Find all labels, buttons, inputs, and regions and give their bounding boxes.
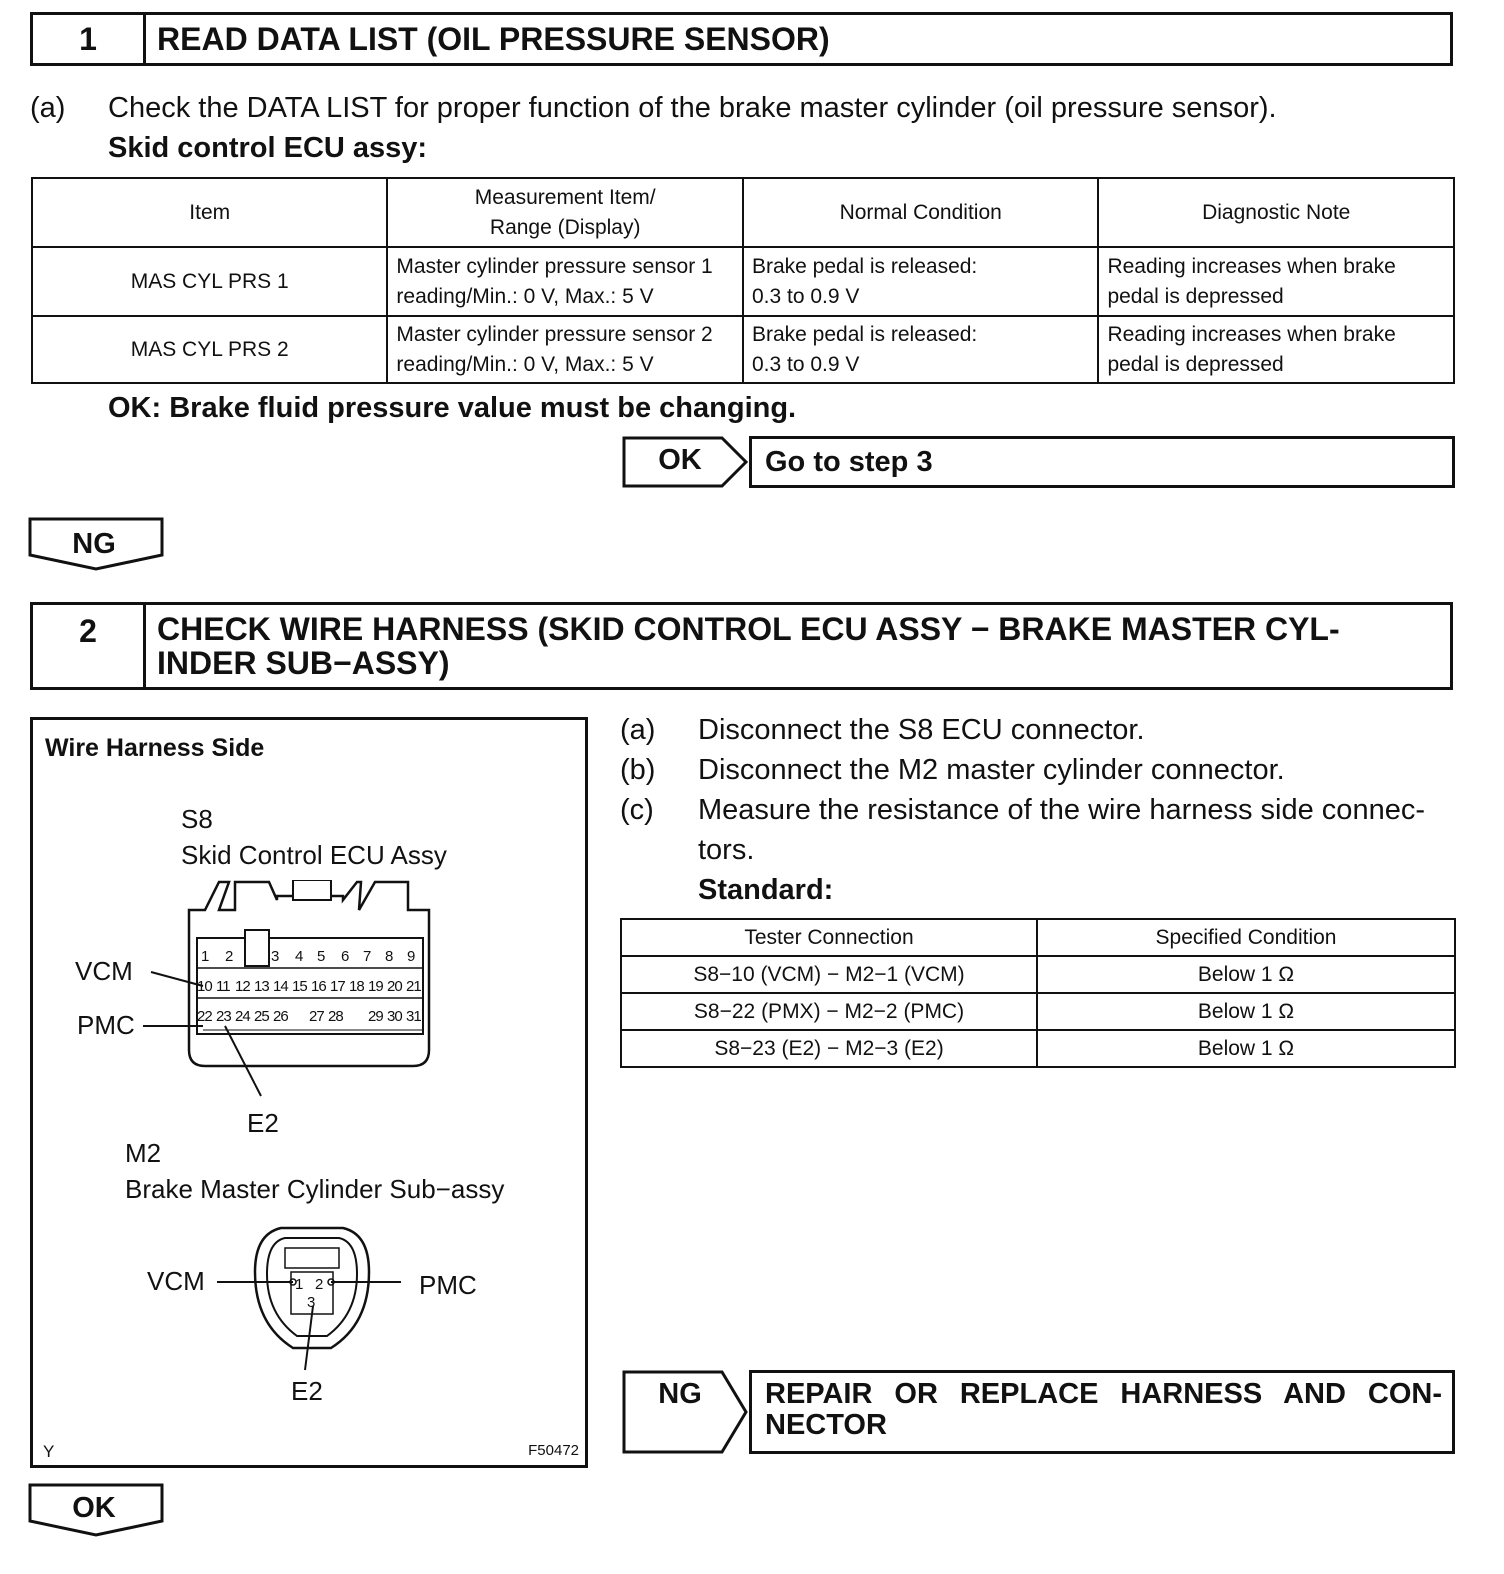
row2-meas-line2: reading/Min.: 0 V, Max.: 5 V (396, 352, 654, 376)
s8-pmc-label: PMC (77, 1010, 135, 1040)
table-row (32, 316, 1454, 383)
s8-name: Skid Control ECU Assy (181, 840, 447, 870)
header-measurement-line2: Range (Display) (489, 215, 641, 239)
instruction-b-text: Disconnect the M2 master cylinder connector. (698, 754, 1285, 786)
step1-ng-label: NG (72, 528, 116, 560)
table-row (621, 993, 1455, 1030)
header-measurement (387, 178, 743, 247)
step2-ng-action-line2: NECTOR (765, 1409, 887, 1441)
diagram-figure-id: F50472 (528, 1442, 579, 1459)
s8-code: S8 (181, 804, 213, 834)
s8-vcm-label: VCM (75, 956, 133, 986)
row2-specified: Below 1 Ω (1037, 993, 1455, 1030)
m2-vcm-label: VCM (147, 1266, 205, 1296)
table-header-row (32, 178, 1454, 247)
step2-title-line2: INDER SUB−ASSY) (157, 645, 450, 681)
row1-specified: Below 1 Ω (1037, 956, 1455, 993)
s8-pin: 17 (330, 978, 345, 995)
m2-connector-icon (251, 1224, 373, 1354)
step2-number: 2 (33, 605, 146, 687)
header-item: Item (32, 178, 387, 247)
row2-cond-line1: Brake pedal is released: (751, 322, 978, 346)
step1-table-heading: Skid control ECU assy: (108, 132, 428, 164)
step1-a-text: Check the DATA LIST for proper function of the brake master cylinder (oil pressure sensor). (108, 92, 1277, 124)
data-list-table (31, 177, 1455, 384)
s8-pin: 7 (363, 948, 372, 965)
s8-pin: 5 (317, 948, 326, 965)
header-measurement-line1: Measurement Item/ (474, 185, 656, 209)
row1-note-line2: pedal is depressed (1107, 284, 1284, 308)
instruction-a-marker: (a) (620, 714, 656, 746)
s8-e2-label: E2 (247, 1108, 279, 1138)
row2-note (1098, 316, 1454, 383)
wire-harness-diagram (30, 717, 588, 1468)
step1-a-marker: (a) (30, 92, 66, 124)
instruction-c-continued: tors. (698, 834, 755, 866)
step2-ok-label: OK (72, 1492, 116, 1524)
step1-ok-action-box[interactable] (749, 436, 1455, 488)
row2-note-line1: Reading increases when brake (1107, 322, 1396, 346)
step2-ng-label: NG (658, 1378, 702, 1410)
s8-pin: 29 (368, 1008, 383, 1025)
s8-pin: 1 (201, 948, 210, 965)
header-tester-connection: Tester Connection (621, 919, 1037, 956)
s8-pin: 22 (197, 1008, 212, 1025)
step2-ng-action-line1: REPAIR OR REPLACE HARNESS AND CON- (765, 1378, 1442, 1410)
standard-label: Standard: (698, 874, 834, 906)
row2-item: MAS CYL PRS 2 (32, 316, 387, 383)
s8-pin: 19 (368, 978, 383, 995)
row1-measurement (387, 247, 743, 316)
s8-pin: 3 (271, 948, 280, 965)
step1-ok-action: Go to step 3 (765, 446, 933, 478)
row1-item: MAS CYL PRS 1 (32, 247, 387, 316)
header-diagnostic-note: Diagnostic Note (1098, 178, 1454, 247)
step2-title (157, 612, 1434, 680)
step1-number: 1 (33, 15, 146, 63)
s8-pin: 9 (407, 948, 416, 965)
s8-pin: 25 (254, 1008, 269, 1025)
row2-note-line2: pedal is depressed (1107, 352, 1284, 376)
m2-pin: 1 (295, 1276, 304, 1293)
m2-code: M2 (125, 1138, 162, 1168)
row1-cond-line1: Brake pedal is released: (751, 254, 978, 278)
s8-pin: 4 (295, 948, 304, 965)
s8-pin: 11 (216, 978, 230, 995)
table-row (32, 247, 1454, 316)
step1-ok-label: OK (658, 444, 702, 476)
step2-header (30, 602, 1453, 690)
row1-condition (743, 247, 1098, 316)
s8-pin: 24 (235, 1008, 250, 1025)
s8-pin: 8 (385, 948, 394, 965)
s8-pin: 13 (254, 978, 269, 995)
m2-pin: 3 (307, 1294, 316, 1311)
row1-note-line1: Reading increases when brake (1107, 254, 1396, 278)
s8-pin: 6 (341, 948, 350, 965)
instruction-a-text: Disconnect the S8 ECU connector. (698, 714, 1145, 746)
row1-connection: S8−10 (VCM) − M2−1 (VCM) (621, 956, 1037, 993)
s8-pin: 21 (406, 978, 421, 995)
s8-pin: 27 (309, 1008, 324, 1025)
s8-pin: 14 (273, 978, 288, 995)
s8-pin: 26 (273, 1008, 288, 1025)
s8-pin: 31 (406, 1008, 421, 1025)
step1-ok-statement: OK: Brake fluid pressure value must be changing. (108, 392, 797, 424)
s8-pin: 23 (216, 1008, 231, 1025)
instruction-c-text: Measure the resistance of the wire harness side connec- (698, 794, 1425, 826)
row2-meas-line1: Master cylinder pressure sensor 2 (396, 322, 713, 346)
step1-title: READ DATA LIST (OIL PRESSURE SENSOR) (157, 21, 830, 57)
m2-e2-label: E2 (291, 1376, 323, 1406)
row3-specified: Below 1 Ω (1037, 1030, 1455, 1067)
s8-pin: 12 (235, 978, 250, 995)
s8-pin: 10 (197, 978, 212, 995)
step1-header (30, 12, 1453, 66)
row2-condition (743, 316, 1098, 383)
m2-pmc-label: PMC (419, 1270, 477, 1300)
row1-meas-line1: Master cylinder pressure sensor 1 (396, 254, 713, 278)
table-row (621, 956, 1455, 993)
m2-pin: 2 (315, 1276, 324, 1293)
step2-title-line1: CHECK WIRE HARNESS (SKID CONTROL ECU ASSY − BRAKE MASTER CYL- (157, 611, 1340, 647)
row2-measurement (387, 316, 743, 383)
row2-cond-line2: 0.3 to 0.9 V (751, 352, 860, 376)
standard-table (620, 918, 1456, 1068)
row1-meas-line2: reading/Min.: 0 V, Max.: 5 V (396, 284, 654, 308)
instruction-c-marker: (c) (620, 794, 654, 826)
diagram-heading: Wire Harness Side (45, 734, 265, 762)
table-row (621, 1030, 1455, 1067)
s8-pin: 15 (292, 978, 307, 995)
step2-ng-action-box[interactable] (749, 1370, 1455, 1454)
diagram-corner-y: Y (43, 1442, 55, 1461)
instruction-b-marker: (b) (620, 754, 656, 786)
header-specified-condition: Specified Condition (1037, 919, 1455, 956)
row1-note (1098, 247, 1454, 316)
s8-pin: 18 (349, 978, 364, 995)
s8-pin: 16 (311, 978, 326, 995)
s8-pin: 30 (387, 1008, 402, 1025)
step2-ng-action (765, 1379, 1442, 1441)
s8-pin: 20 (387, 978, 402, 995)
row2-connection: S8−22 (PMX) − M2−2 (PMC) (621, 993, 1037, 1030)
row1-cond-line2: 0.3 to 0.9 V (751, 284, 860, 308)
table-header-row (621, 919, 1455, 956)
header-normal-condition: Normal Condition (743, 178, 1098, 247)
s8-pin: 28 (328, 1008, 343, 1025)
s8-pin: 2 (225, 948, 234, 965)
m2-name: Brake Master Cylinder Sub−assy (125, 1174, 505, 1204)
row3-connection: S8−23 (E2) − M2−3 (E2) (621, 1030, 1037, 1067)
